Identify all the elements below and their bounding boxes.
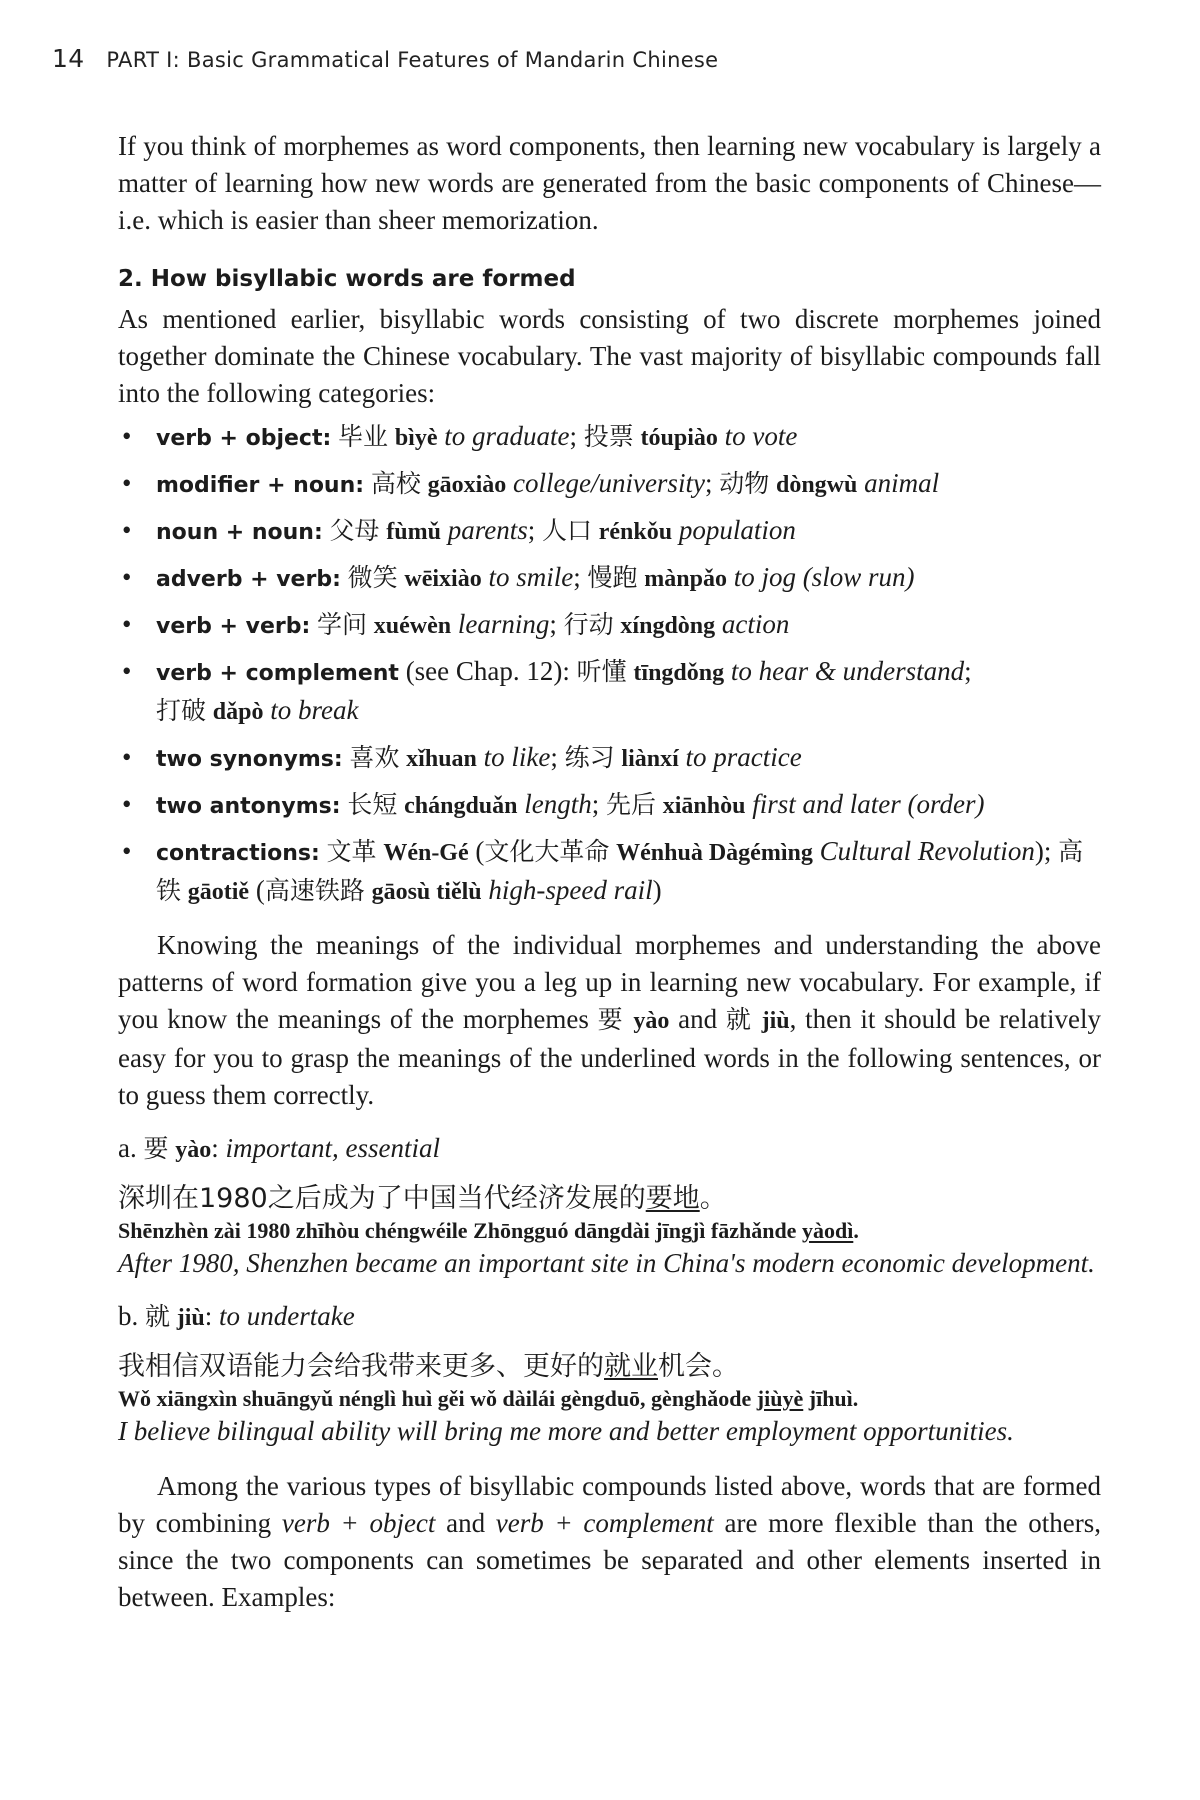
list-item: • noun + noun: 父母 fùmǔ parents; 人口 rénkǒu population	[118, 512, 1101, 551]
list-item: • verb + object: 毕业 bìyè to graduate; 投票 tóupiào to vote	[118, 418, 1101, 457]
example-sentence-chinese: 深圳在1980之后成为了中国当代经济发展的要地。	[118, 1183, 727, 1214]
bullet: •	[122, 656, 132, 686]
example-label: b. 就 jiù: to undertake	[118, 1301, 355, 1331]
list-item: • verb + complement (see Chap. 12): 听懂 tīngdǒng to hear & understand; 打破 dǎpò to break	[118, 653, 1101, 731]
example-b	[118, 1298, 1101, 1450]
example-translation: After 1980, Shenzhen became an important site in China's modern economic development.	[118, 1248, 1095, 1278]
bullet: •	[122, 468, 132, 498]
list-item: • modifier + noun: 高校 gāoxiào college/university; 动物 dòngwù animal	[118, 465, 1101, 504]
example-sentence-pinyin: Shēnzhèn zài 1980 zhīhòu chéngwéile Zhōngguó dāngdài jīngjì fāzhǎnde yàodì.	[118, 1218, 859, 1243]
example-sentence-pinyin: Wǒ xiāngxìn shuāngyǔ nénglì huì gěi wǒ dàilái gèngduō, gènghǎode jiùyè jīhuì.	[118, 1386, 859, 1411]
running-header	[52, 44, 718, 73]
compound-category-list	[118, 418, 1101, 911]
page-body	[118, 128, 1101, 1616]
bullet: •	[122, 421, 132, 451]
list-item: • verb + verb: 学问 xuéwèn learning; 行动 xíngdòng action	[118, 606, 1101, 645]
example-label: a. 要 yào: important, essential	[118, 1133, 441, 1163]
list-item: • two synonyms: 喜欢 xǐhuan to like; 练习 liànxí to practice	[118, 739, 1101, 778]
list-item: • adverb + verb: 微笑 wēixiào to smile; 慢跑 mànpǎo to jog (slow run)	[118, 559, 1101, 598]
knowing-paragraph: Knowing the meanings of the individual morphemes and understanding the above patterns of word formation give you a leg up in learning new vocabulary. For example, if you know the meanings of the morphemes 要 yào and 就 jiù, then it should be relatively easy for you to grasp the meanings of the underlined words in the following sentences, or to guess them correctly.	[118, 930, 1102, 1110]
bullet: •	[122, 609, 132, 639]
list-item: • contractions: 文革 Wén-Gé (文化大革命 Wénhuà Dàgémìng Cultural Revolution); 高铁 gāotiě (高速铁路 gāosù tiělù high-speed rail)	[118, 833, 1101, 911]
list-item: • two antonyms: 长短 chángduǎn length; 先后 xiānhòu first and later (order)	[118, 786, 1101, 825]
section-heading: 2. How bisyllabic words are formed	[118, 266, 576, 292]
section-intro: As mentioned earlier, bisyllabic words consisting of two discrete morphemes joined together dominate the Chinese vocabulary. The vast majority of bisyllabic compounds fall into the following categories:	[118, 304, 1101, 408]
example-translation: I believe bilingual ability will bring me more and better employment opportunities.	[118, 1416, 1014, 1446]
example-a	[118, 1130, 1101, 1282]
bullet: •	[122, 836, 132, 866]
intro-paragraph: If you think of morphemes as word components, then learning new vocabulary is largely a matter of learning how new words are generated from the basic components of Chinese—i.e. which is easier than sheer memorization.	[118, 131, 1101, 235]
bullet: •	[122, 789, 132, 819]
final-paragraph: Among the various types of bisyllabic compounds listed above, words that are formed by combining verb + object and verb + complement are more flexible than the others, since the two components can sometimes be separated and other elements inserted in between. Examples:	[118, 1471, 1102, 1612]
page-number: 14	[52, 44, 85, 73]
running-title: PART I: Basic Grammatical Features of Mandarin Chinese	[106, 48, 719, 72]
bullet: •	[122, 562, 132, 592]
bullet: •	[122, 742, 132, 772]
bullet: •	[122, 515, 132, 545]
example-sentence-chinese: 我相信双语能力会给我带来更多、更好的就业机会。	[118, 1351, 739, 1382]
